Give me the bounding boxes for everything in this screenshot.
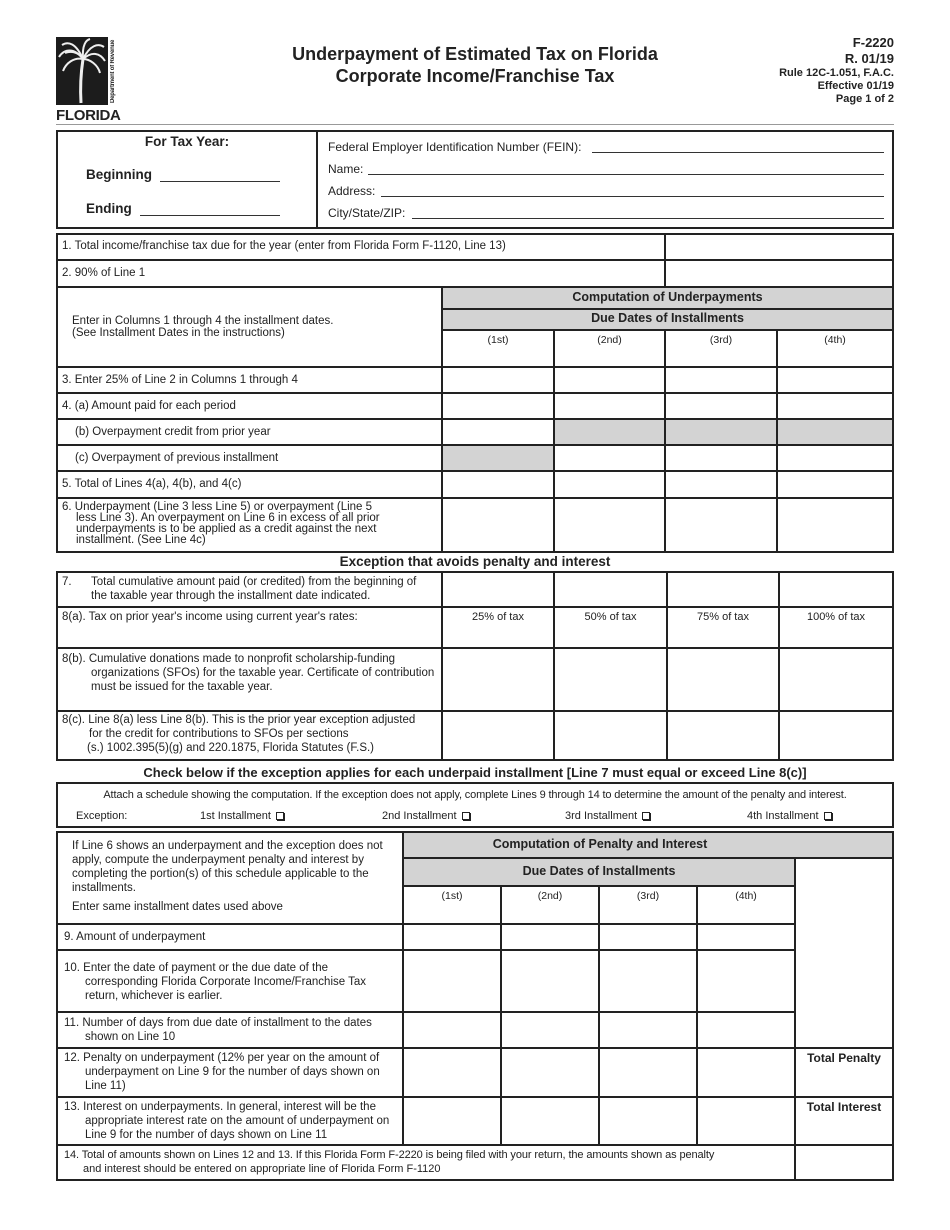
pct-100-label: 100% of tax xyxy=(806,611,866,623)
line-12-col1[interactable] xyxy=(403,1048,501,1097)
line-10-col3[interactable] xyxy=(599,950,697,1012)
line-12-label-1: 12. Penalty on underpayment (12% per year on the amount of xyxy=(64,1052,380,1064)
line-4c-label: (c) Overpayment of previous installment xyxy=(75,452,279,464)
line-4b-col3-shaded xyxy=(665,419,777,445)
for-tax-year-label: For Tax Year: xyxy=(144,134,230,149)
intro-line-1: If Line 6 shows an underpayment and the exception does not xyxy=(72,840,383,852)
line-5-col1[interactable] xyxy=(442,471,554,498)
line-1-amount-field[interactable] xyxy=(665,234,893,260)
total-penalty-label: Total Penalty xyxy=(807,1051,881,1065)
line-6-label-4: installment. (See Line 4c) xyxy=(76,534,206,546)
city-state-zip-field[interactable] xyxy=(412,207,884,219)
line-1-label: 1. Total income/franchise tax due for the year (enter from Florida Form F-1120, Line 13) xyxy=(62,240,506,252)
checkbox-1st-label: 1st Installment xyxy=(200,810,271,822)
form-title xyxy=(260,43,690,87)
line-8c-label-3: (s.) 1002.395(5)(g) and 220.1875, Florida Statutes (F.S.) xyxy=(87,742,375,754)
line-3-col4[interactable] xyxy=(777,367,893,393)
line-4a-label: 4. (a) Amount paid for each period xyxy=(62,400,236,412)
line-3-col1[interactable] xyxy=(442,367,554,393)
line-13-col4[interactable] xyxy=(697,1097,795,1145)
checkbox-1st-installment[interactable] xyxy=(200,810,284,823)
line-11-col1[interactable] xyxy=(403,1012,501,1048)
pct-75-label: 75% of tax xyxy=(697,611,749,623)
line-5-label: 5. Total of Lines 4(a), 4(b), and 4(c) xyxy=(62,478,242,490)
line-12-col3[interactable] xyxy=(599,1048,697,1097)
header-divider xyxy=(56,124,894,125)
city-state-zip-label: City/State/ZIP: xyxy=(328,206,406,220)
line-4c-col1-shaded xyxy=(442,445,554,471)
line-4b-col2-shaded xyxy=(554,419,665,445)
line-13-col3[interactable] xyxy=(599,1097,697,1145)
line-3-col3[interactable] xyxy=(665,367,777,393)
line-9-col1[interactable] xyxy=(403,924,501,950)
line-5-col2[interactable] xyxy=(554,471,665,498)
p2-col-4th-label: (4th) xyxy=(735,890,757,902)
line-3-col2[interactable] xyxy=(554,367,665,393)
line-5-col3[interactable] xyxy=(665,471,777,498)
line-7-number: 7. xyxy=(62,576,72,588)
line-4c-col3[interactable] xyxy=(665,445,777,471)
intro-line-5: Enter same installment dates used above xyxy=(72,901,283,913)
line-4c-col2[interactable] xyxy=(554,445,665,471)
divider xyxy=(316,131,318,228)
title-line-2: Corporate Income/Franchise Tax xyxy=(335,66,615,86)
palm-tree-icon xyxy=(56,37,108,105)
florida-dor-logo xyxy=(56,37,121,124)
name-label: Name: xyxy=(328,162,364,176)
intro-line-4: installments. xyxy=(72,882,136,894)
line-7-col4[interactable] xyxy=(779,572,893,607)
line-8c-col4[interactable] xyxy=(779,711,893,760)
line-4a-col1[interactable] xyxy=(442,393,554,419)
checkbox-icon[interactable] xyxy=(642,812,650,820)
line-4a-col4[interactable] xyxy=(777,393,893,419)
line-12-label-3: Line 11) xyxy=(85,1080,126,1092)
line-4c-col4[interactable] xyxy=(777,445,893,471)
instructions-line-1: Enter in Columns 1 through 4 the installment dates. xyxy=(72,315,334,327)
attach-schedule-note: Attach a schedule showing the computation. If the exception does not apply, complete Lines 9 through 14 to determine the amount of the penalty and interest. xyxy=(103,789,847,801)
line-10-col1[interactable] xyxy=(403,950,501,1012)
line-5-col4[interactable] xyxy=(777,471,893,498)
checkbox-4th-label: 4th Installment xyxy=(747,810,819,822)
logo-side-text: Department of Revenue xyxy=(110,39,116,103)
line-8b-label-1: 8(b). Cumulative donations made to nonprofit scholarship-funding xyxy=(62,653,396,665)
line-8c-label-2: for the credit for contributions to SFOs per sections xyxy=(89,728,349,740)
line-14-label-1: 14. Total of amounts shown on Lines 12 and 13. If this Florida Form F-2220 is being filed with your return, the amounts shown as penalty xyxy=(64,1149,715,1161)
line-8c-col2[interactable] xyxy=(554,711,667,760)
form-number: F-2220 xyxy=(852,35,894,50)
line-7-col2[interactable] xyxy=(554,572,667,607)
line-11-label-1: 11. Number of days from due date of installment to the dates xyxy=(64,1017,372,1029)
checkbox-icon[interactable] xyxy=(462,812,470,820)
line-8b-col4[interactable] xyxy=(779,648,893,711)
line-4b-col4-shaded xyxy=(777,419,893,445)
line-14-total-field[interactable] xyxy=(795,1145,893,1180)
line-8b-col1[interactable] xyxy=(442,648,554,711)
line-9-col4[interactable] xyxy=(697,924,795,950)
line-4a-col3[interactable] xyxy=(665,393,777,419)
address-field[interactable] xyxy=(381,185,884,197)
line-2-amount-field[interactable] xyxy=(665,260,893,287)
line-12-col2[interactable] xyxy=(501,1048,599,1097)
ending-label: Ending xyxy=(86,201,132,216)
p2-col-2nd-label: (2nd) xyxy=(537,890,563,902)
line-6-label-3: underpayments is to be applied as a credit against the next xyxy=(76,523,377,535)
pct-50-label: 50% of tax xyxy=(584,611,637,623)
checkbox-3rd-label: 3rd Installment xyxy=(565,810,638,822)
computation-header-label: Computation of Underpayments xyxy=(572,290,763,304)
line-11-col3[interactable] xyxy=(599,1012,697,1048)
line-9-col2[interactable] xyxy=(501,924,599,950)
line-6-col1[interactable] xyxy=(442,498,554,552)
form-identifier xyxy=(779,35,894,106)
line-6-label-2: less Line 3). An overpayment on Line 6 in excess of all prior xyxy=(76,512,380,524)
ending-date-field[interactable] xyxy=(140,204,280,216)
line-7-col3[interactable] xyxy=(667,572,779,607)
pct-25-label: 25% of tax xyxy=(472,611,524,623)
checkbox-2nd-label: 2nd Installment xyxy=(382,810,457,822)
line-10-label-2: corresponding Florida Corporate Income/Franchise Tax xyxy=(85,976,367,988)
line-8c-col3[interactable] xyxy=(667,711,779,760)
line-13-label-3: Line 9 for the number of days shown on Line 11 xyxy=(85,1129,328,1141)
line-11-col2[interactable] xyxy=(501,1012,599,1048)
line-8b-col2[interactable] xyxy=(554,648,667,711)
line-9-col3[interactable] xyxy=(599,924,697,950)
line-3-label: 3. Enter 25% of Line 2 in Columns 1 through 4 xyxy=(62,374,298,386)
name-field[interactable] xyxy=(368,163,884,175)
p2-col-1st-label: (1st) xyxy=(441,890,463,902)
line-4b-label: (b) Overpayment credit from prior year xyxy=(75,426,271,438)
intro-line-2: apply, compute the underpayment penalty and interest by xyxy=(72,854,364,866)
penalty-due-dates-header-label: Due Dates of Installments xyxy=(522,864,676,878)
exception-label: Exception: xyxy=(76,810,128,822)
checkbox-2nd-installment[interactable] xyxy=(382,810,470,823)
line-13-label-2: appropriate interest rate on the amount of underpayment on xyxy=(85,1115,390,1127)
line-4b-col1[interactable] xyxy=(442,419,554,445)
checkbox-3rd-installment[interactable] xyxy=(565,810,650,823)
line-7-label-1: Total cumulative amount paid (or credited) from the beginning of xyxy=(91,576,417,588)
totals-column-blank xyxy=(795,858,893,1048)
col-1st-label: (1st) xyxy=(487,334,509,346)
total-interest-label: Total Interest xyxy=(806,1100,882,1114)
intro-line-3: completing the portion(s) of this schedule applicable to the xyxy=(72,868,369,880)
instructions-line-2: (See Installment Dates in the instructions) xyxy=(72,327,285,339)
line-8b-label-2: organizations (SFOs) for the taxable year. Certificate of contribution xyxy=(91,667,435,679)
checkbox-icon[interactable] xyxy=(824,812,832,820)
fein-label: Federal Employer Identification Number (FEIN): xyxy=(328,140,582,154)
logo-wordmark: FLORIDA xyxy=(56,107,121,124)
line-13-label-1: 13. Interest on underpayments. In general, interest will be the xyxy=(64,1101,376,1113)
line-6-col4[interactable] xyxy=(777,498,893,552)
line-7-col1[interactable] xyxy=(442,572,554,607)
line-10-label-3: return, whichever is earlier. xyxy=(85,990,223,1002)
line-12-label-2: underpayment on Line 9 for the number of days shown on xyxy=(85,1066,380,1078)
address-label: Address: xyxy=(328,184,376,198)
line-2-label: 2. 90% of Line 1 xyxy=(62,267,146,279)
form-effective: Effective 01/19 xyxy=(817,80,894,92)
line-6-col3[interactable] xyxy=(665,498,777,552)
line-11-label-2: shown on Line 10 xyxy=(85,1031,176,1043)
line-4a-col2[interactable] xyxy=(554,393,665,419)
line-13-col1[interactable] xyxy=(403,1097,501,1145)
line-8b-label-3: must be issued for the taxable year. xyxy=(91,681,273,693)
p2-col-3rd-label: (3rd) xyxy=(636,890,660,902)
page-number: Page 1 of 2 xyxy=(835,93,894,105)
due-dates-header-label: Due Dates of Installments xyxy=(591,311,744,325)
fein-field[interactable] xyxy=(592,141,884,153)
line-8b-col3[interactable] xyxy=(667,648,779,711)
title-line-1: Underpayment of Estimated Tax on Florida xyxy=(292,44,658,64)
penalty-computation-header-label: Computation of Penalty and Interest xyxy=(492,837,708,851)
beginning-date-field[interactable] xyxy=(160,170,280,182)
line-13-col2[interactable] xyxy=(501,1097,599,1145)
line-9-label: 9. Amount of underpayment xyxy=(64,931,206,943)
col-4th-label: (4th) xyxy=(824,334,846,346)
col-3rd-label: (3rd) xyxy=(709,334,733,346)
exception-heading: Exception that avoids penalty and interest xyxy=(339,554,611,569)
line-6-col2[interactable] xyxy=(554,498,665,552)
line-10-col4[interactable] xyxy=(697,950,795,1012)
line-10-col2[interactable] xyxy=(501,950,599,1012)
line-14-label-2: and interest should be entered on appropriate line of Florida Form F-1120 xyxy=(83,1163,441,1175)
line-12-col4[interactable] xyxy=(697,1048,795,1097)
checkbox-icon[interactable] xyxy=(276,812,284,820)
line-7-label-2: the taxable year through the installment date indicated. xyxy=(91,590,371,602)
line-6-label-1: 6. Underpayment (Line 3 less Line 5) or overpayment (Line 5 xyxy=(62,501,373,513)
col-2nd-label: (2nd) xyxy=(597,334,622,346)
check-exception-heading: Check below if the exception applies for each underpaid installment [Line 7 must equal or exceed Line 8(c)] xyxy=(143,765,807,780)
form-rule: Rule 12C-1.051, F.A.C. xyxy=(779,67,894,79)
beginning-label: Beginning xyxy=(86,167,152,182)
line-11-col4[interactable] xyxy=(697,1012,795,1048)
checkbox-4th-installment[interactable] xyxy=(747,810,832,823)
line-2-row xyxy=(57,260,665,287)
line-8c-label-1: 8(c). Line 8(a) less Line 8(b). This is the prior year exception adjusted xyxy=(62,714,416,726)
line-10-label-1: 10. Enter the date of payment or the due date of the xyxy=(64,962,329,974)
form-revision: R. 01/19 xyxy=(844,51,894,66)
line-8a-label: 8(a). Tax on prior year's income using current year's rates: xyxy=(62,611,358,623)
line-8c-col1[interactable] xyxy=(442,711,554,760)
